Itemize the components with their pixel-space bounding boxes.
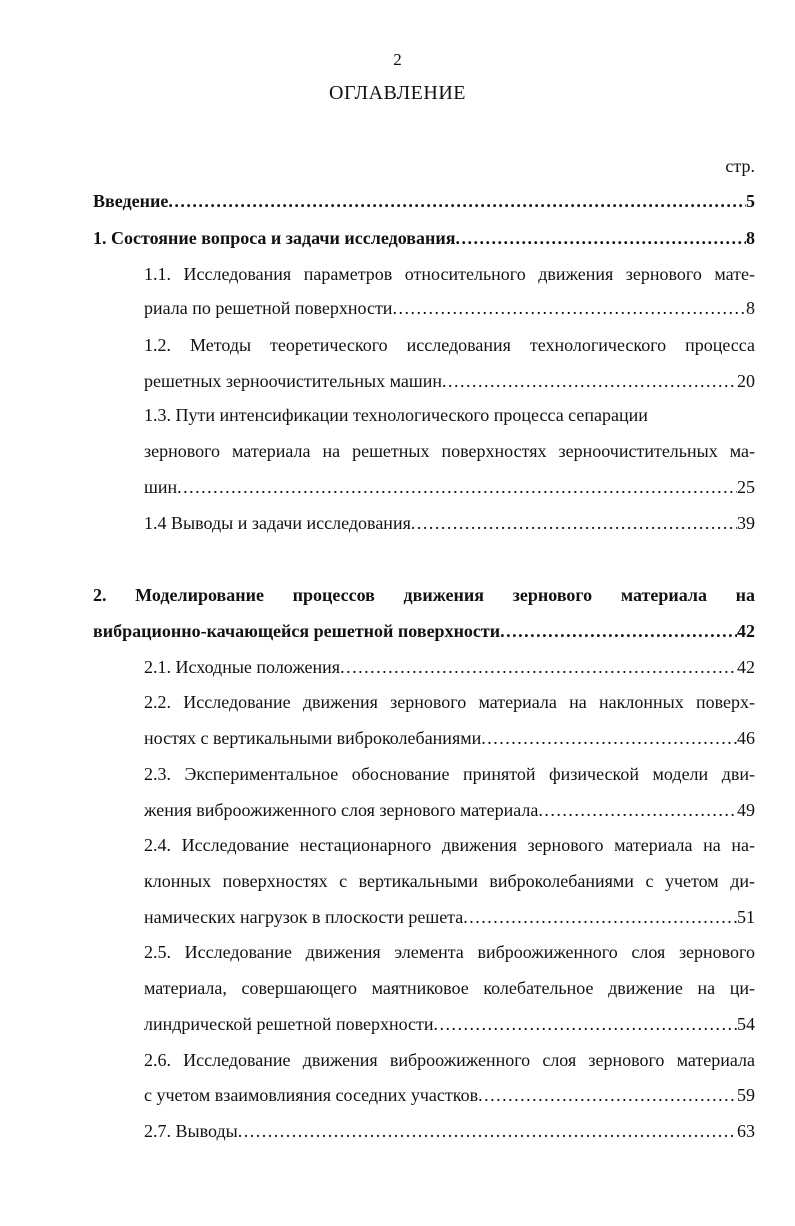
toc-leader-dots xyxy=(392,293,746,323)
page-number: 2 xyxy=(393,50,402,69)
toc-page-number: 51 xyxy=(737,907,755,927)
toc-entry-text: намических нагрузок в плоскости решета xyxy=(144,907,464,927)
toc-line xyxy=(144,1009,755,1039)
toc-entry-text: ностях с вертикальными виброколебаниями xyxy=(144,728,482,748)
toc-page-number: 54 xyxy=(737,1014,755,1034)
toc-line xyxy=(144,1116,755,1146)
toc-page-number: 39 xyxy=(737,513,755,533)
toc-leader-dots xyxy=(340,652,737,682)
toc-line: 2.5. Исследование движения элемента виброожиженного слоя зернового xyxy=(144,942,755,962)
toc-leader-dots xyxy=(434,1009,737,1039)
toc-leader-dots xyxy=(442,366,737,396)
toc-line: материала, совершающего маятниковое колебательное движение на ци- xyxy=(144,978,755,998)
toc-entry-text: решетных зерноочистительных машин xyxy=(144,371,443,391)
toc-line: 2.6. Исследование движения виброожиженного слоя зернового материала xyxy=(144,1050,755,1070)
toc-line xyxy=(93,616,755,646)
toc-line: 1.1. Исследования параметров относительного движения зернового мате- xyxy=(144,264,755,284)
toc-leader-dots xyxy=(478,1080,737,1110)
page-title: ОГЛАВЛЕНИЕ xyxy=(329,82,466,104)
toc-page-number: 5 xyxy=(746,191,755,211)
toc-line xyxy=(93,186,755,216)
toc-page-number: 59 xyxy=(737,1085,755,1105)
toc-page-number: 46 xyxy=(737,728,755,748)
toc-page-number: 8 xyxy=(746,298,755,318)
toc-line xyxy=(144,723,755,753)
toc-line xyxy=(144,795,755,825)
toc-line: 2. Моделирование процессов движения зернового материала на xyxy=(93,585,755,605)
toc-leader-dots xyxy=(538,795,737,825)
toc-line: 2.3. Экспериментальное обоснование принятой физической модели дви- xyxy=(144,764,755,784)
page-column-label: стр. xyxy=(725,156,755,176)
toc-line xyxy=(144,1080,755,1110)
toc-line: клонных поверхностях с вертикальными виброколебаниями с учетом ди- xyxy=(144,871,755,891)
toc-entry-text: 2.1. Исходные положения xyxy=(144,657,341,677)
toc-page-number: 42 xyxy=(737,621,755,641)
toc-line: зернового материала на решетных поверхностях зерноочистительных ма- xyxy=(144,441,755,461)
toc-entry-text: жения виброожиженного слоя зернового материала xyxy=(144,800,539,820)
toc-line: 1.3. Пути интенсификации технологического процесса сепарации xyxy=(144,405,648,425)
toc-page-number: 42 xyxy=(737,657,755,677)
toc-line xyxy=(144,902,755,932)
toc-entry-text: 1. Состояние вопроса и задачи исследования xyxy=(93,228,456,248)
toc-line: 2.4. Исследование нестационарного движения зернового материала на на- xyxy=(144,835,755,855)
toc-page-number: 8 xyxy=(746,228,755,248)
toc-entry-text: с учетом взаимовлияния соседних участков xyxy=(144,1085,479,1105)
toc-line xyxy=(144,652,755,682)
toc-entry-text: 1.4 Выводы и задачи исследования xyxy=(144,513,411,533)
toc-leader-dots xyxy=(481,723,737,753)
toc-leader-dots xyxy=(463,902,737,932)
toc-leader-dots xyxy=(177,472,737,502)
toc-entry-text: Введение xyxy=(93,191,169,211)
toc-entry-text: вибрационно-качающейся решетной поверхности xyxy=(93,621,501,641)
toc-entry-text: риала по решетной поверхности xyxy=(144,298,393,318)
toc-page-number: 25 xyxy=(737,477,755,497)
toc-line xyxy=(144,366,755,396)
toc-line: 2.2. Исследование движения зернового материала на наклонных поверх- xyxy=(144,692,755,712)
toc-entry-text: 2.7. Выводы xyxy=(144,1121,238,1141)
toc-line xyxy=(144,508,755,538)
toc-line xyxy=(93,223,755,253)
toc-entry-text: шин xyxy=(144,477,178,497)
toc-leader-dots xyxy=(168,186,746,216)
toc-leader-dots xyxy=(455,223,746,253)
toc-leader-dots xyxy=(411,508,737,538)
toc-page-number: 20 xyxy=(737,371,755,391)
toc-leader-dots xyxy=(238,1116,737,1146)
toc-line xyxy=(144,293,755,323)
toc-line xyxy=(144,472,755,502)
toc-line: 1.2. Методы теоретического исследования технологического процесса xyxy=(144,335,755,355)
toc-page-number: 63 xyxy=(737,1121,755,1141)
toc-leader-dots xyxy=(500,616,737,646)
toc-page-number: 49 xyxy=(737,800,755,820)
toc-entry-text: линдрической решетной поверхности xyxy=(144,1014,434,1034)
